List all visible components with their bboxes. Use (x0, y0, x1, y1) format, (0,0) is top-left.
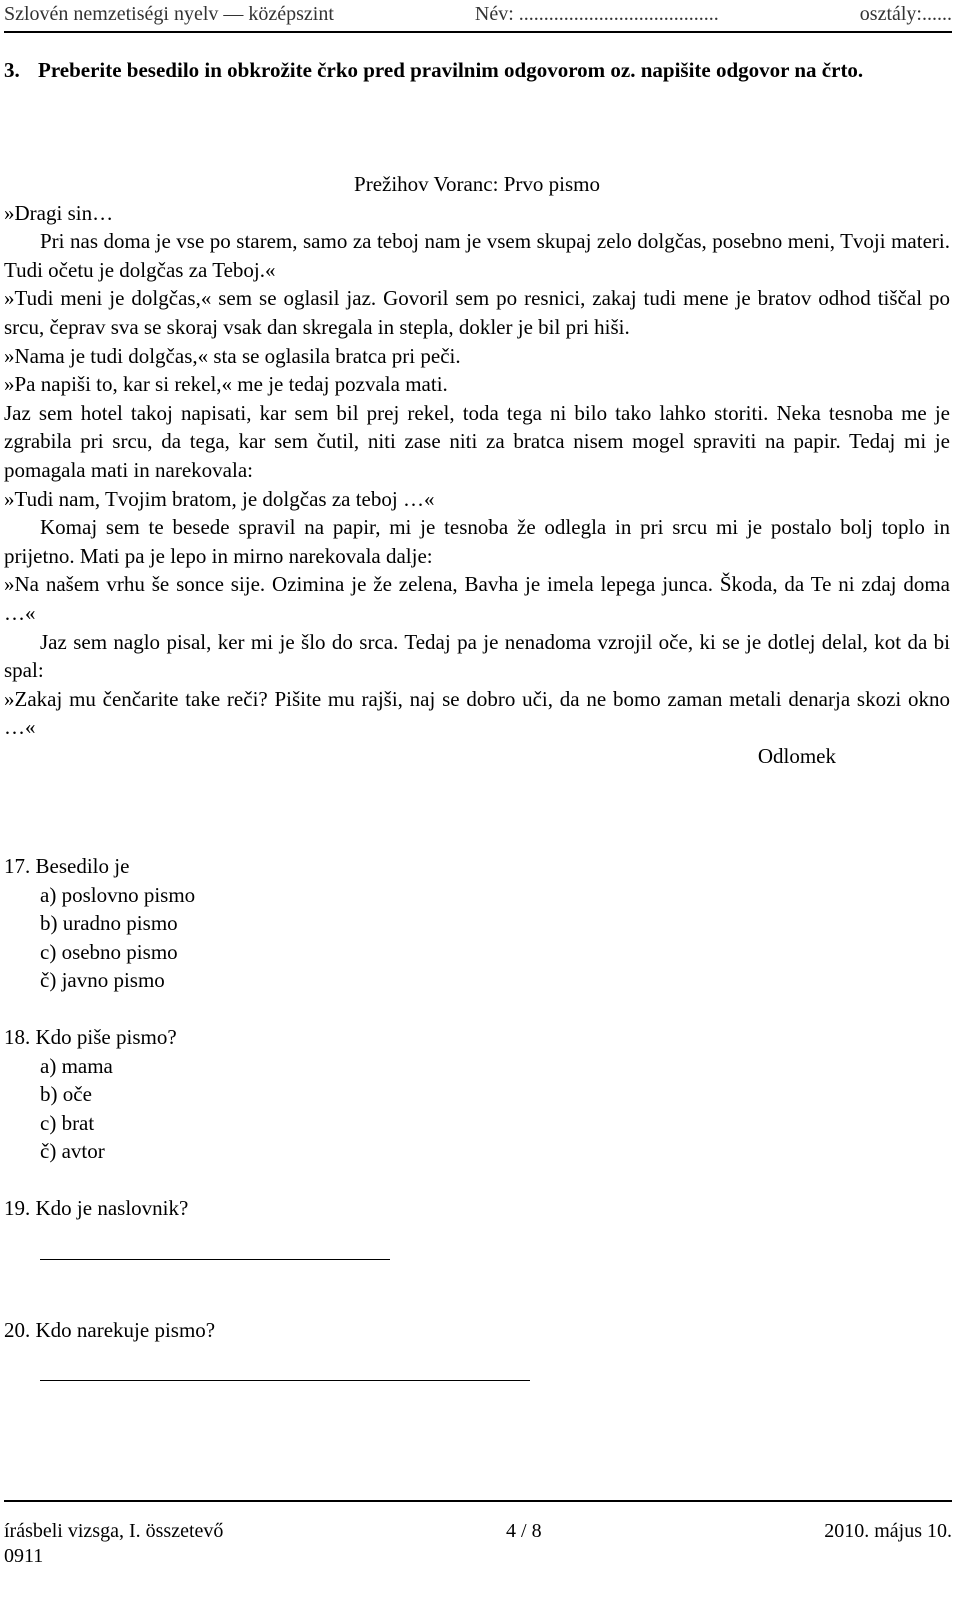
answer-option[interactable]: č) avtor (40, 1139, 105, 1164)
footer-divider (4, 1500, 952, 1502)
footer-page-number: 4 / 8 (506, 1520, 542, 1542)
passage-paragraph: Jaz sem naglo pisal, ker mi je šlo do srca. Tedaj pa je nenadoma vzrojil oče, ki se je dotlej delal, kot da bi spal: (4, 629, 950, 683)
passage-source: Odlomek (757, 743, 836, 768)
page-header (4, 0, 952, 30)
passage-title: Prežihov Voranc: Prvo pismo (354, 172, 600, 196)
reading-passage (4, 170, 950, 770)
passage-paragraph: »Zakaj mu čenčarite take reči? Pišite mu rajši, naj se dobro uči, da ne bomo zaman metali denarja skozi okno …« (4, 686, 950, 740)
header-subject: Szlovén nemzetiségi nyelv — középszint (4, 3, 334, 25)
passage-paragraph: »Tudi meni je dolgčas,« sem se oglasil jaz. Govoril sem po resnici, zakaj tudi mene je bratov odhod tiščal po srcu, čeprav sva se skoraj vsak dan skregala in stepla, dokler je bil pri hiši. (4, 286, 950, 339)
passage-paragraph: Komaj sem te besede spravil na papir, mi je tesnoba že odlegla in pri srcu mi je postalo bolj toplo in prijetno. Mati pa je lepo in mirno narekovala dalje: (4, 515, 950, 568)
questions-section (4, 852, 950, 1381)
task-text: Preberite besedilo in obkrožite črko pred pravilnim odgovorom oz. napišite odgovor na črto. (38, 58, 864, 82)
passage-paragraph: Jaz sem hotel takoj napisati, kar sem bil prej rekel, toda tega ni bilo tako lahko storiti. Neka tesnoba me je zgrabila pri srcu, da tega, kar sem čutil, niti zase niti za bratca nisem mogel spraviti na papir. Tedaj mi je pomagala mati in narekovala: (4, 400, 950, 482)
answer-option[interactable]: c) osebno pismo (40, 939, 178, 964)
passage-paragraph: »Pa napiši to, kar si rekel,« me je tedaj pozvala mati. (4, 372, 448, 397)
task-number: 3. (4, 58, 20, 82)
passage-paragraph: »Na našem vrhu še sonce sije. Ozimina je že zelena, Bavha je imela lepega junca. Škoda, da Te ni zdaj doma …« (4, 572, 950, 625)
header-class-field: osztály:...... (859, 3, 952, 25)
answer-option[interactable]: b) uradno pismo (40, 911, 178, 936)
task-instruction (4, 56, 952, 85)
question-18: 18. Kdo piše pismo? (4, 1024, 177, 1049)
question-19: 19. Kdo je naslovnik? (4, 1195, 189, 1220)
answer-line-20[interactable] (40, 1358, 530, 1381)
passage-paragraph: Pri nas doma je vse po starem, samo za teboj nam je vsem skupaj zelo dolgčas, posebno meni, Tvoji materi. Tudi očetu je dolgčas za Teboj.« (4, 229, 950, 282)
header-name-field: Név: ........................................ (474, 3, 719, 25)
footer-exam: írásbeli vizsga, I. összetevő (4, 1520, 224, 1542)
footer-code: 0911 (4, 1545, 44, 1567)
page-footer (4, 1517, 952, 1545)
answer-line-19[interactable] (40, 1237, 390, 1260)
footer-date: 2010. május 10. (824, 1520, 952, 1542)
passage-paragraph: »Tudi nam, Tvojim bratom, je dolgčas za teboj …« (4, 486, 435, 511)
passage-paragraph: »Nama je tudi dolgčas,« sta se oglasila bratca pri peči. (4, 343, 461, 368)
question-20: 20. Kdo narekuje pismo? (4, 1317, 216, 1342)
answer-option[interactable]: č) javno pismo (40, 968, 165, 993)
passage-paragraph: »Dragi sin… (4, 200, 114, 225)
question-17: 17. Besedilo je (4, 854, 130, 878)
answer-option[interactable]: b) oče (40, 1082, 92, 1107)
header-divider (4, 31, 952, 33)
answer-option[interactable]: a) poslovno pismo (40, 882, 196, 907)
answer-option[interactable]: c) brat (40, 1110, 95, 1135)
answer-option[interactable]: a) mama (40, 1053, 113, 1078)
